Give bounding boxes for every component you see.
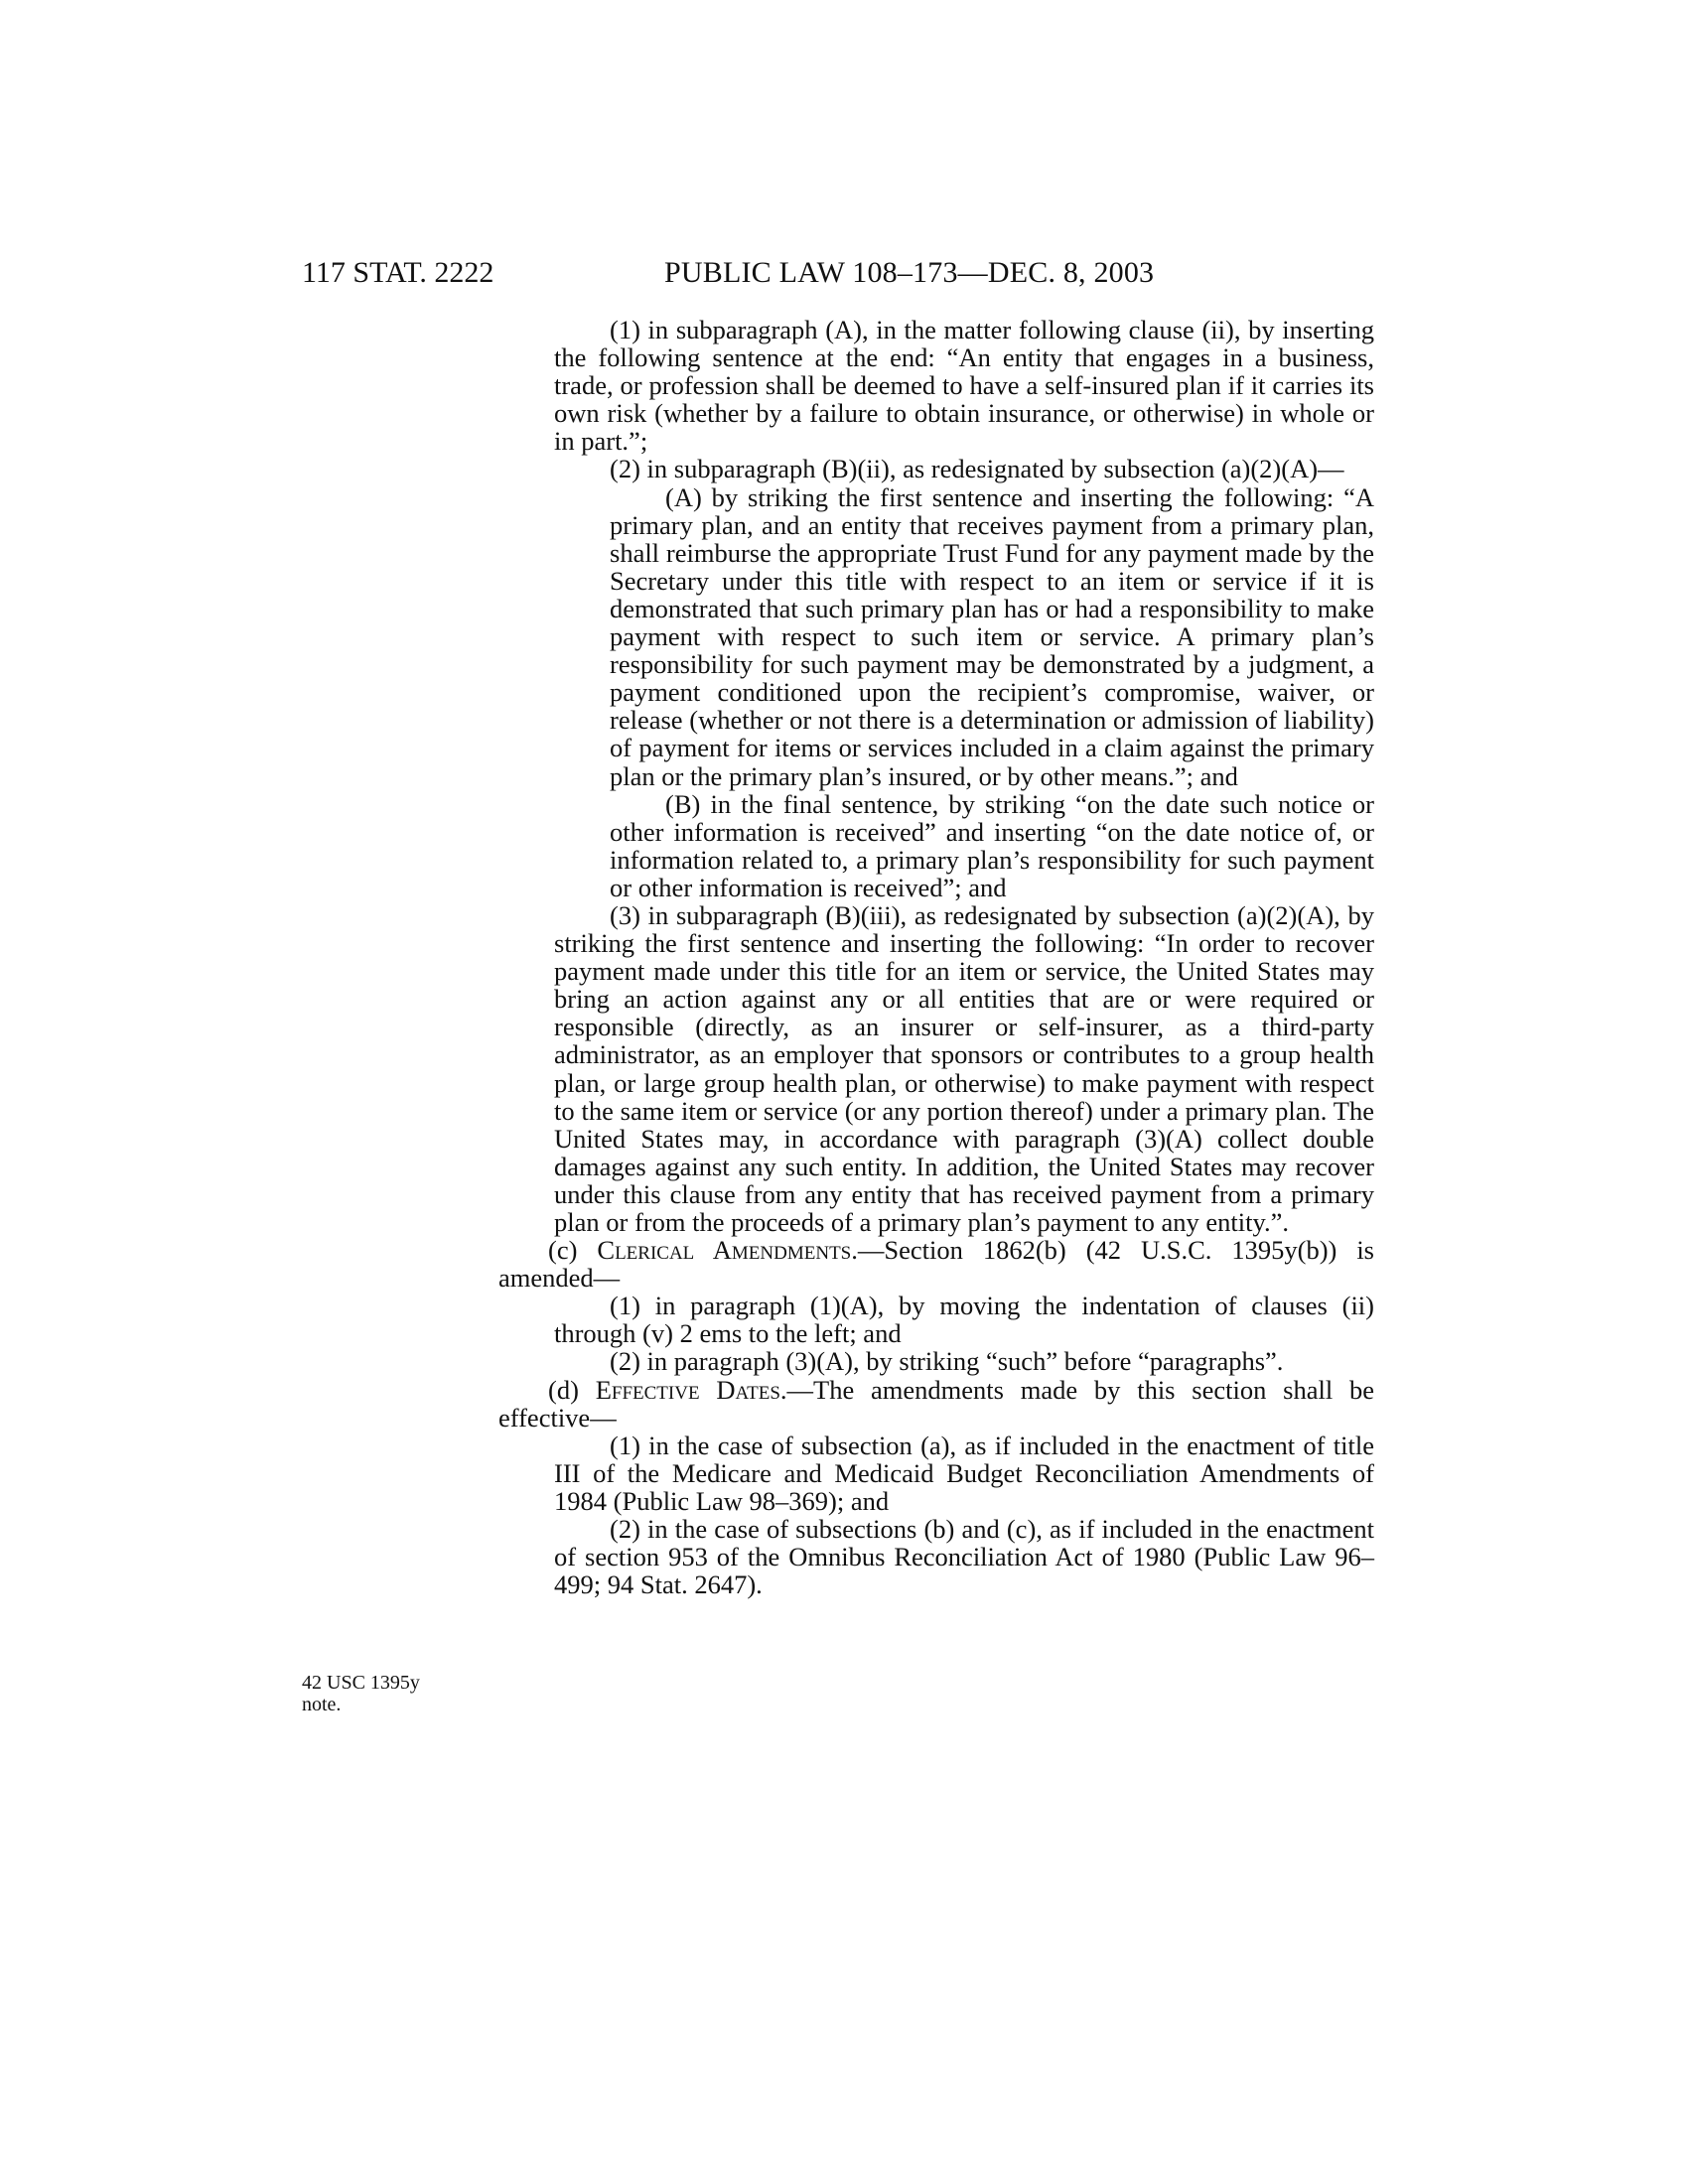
paragraph-1: (1) in subparagraph (A), in the matter following clause (ii), by inserting the following sentence at the end: “An entity that engages in a business, trade, or profession shall be deemed to have a self-insured plan if it carries its own risk (whether by a failure to obtain insurance, or otherwise) in whole or in part.”;	[554, 315, 1374, 457]
margin-note	[302, 1672, 451, 1715]
subsection-c-text: .—Section 1862(b) (42 U.S.C. 1395y(b)) is amended—	[498, 1235, 1374, 1294]
subsection-d-text: .—The amendments made by this section shall be effective—	[498, 1374, 1374, 1433]
subsection-c	[498, 1236, 1374, 1292]
page-header	[0, 256, 1688, 296]
paragraph-3: (3) in subparagraph (B)(iii), as redesignated by subsection (a)(2)(A), by striking the first sentence and inserting the following: “In order to recover payment made under this title for an item or service, the United States may bring an action against any or all entities that are or were required or responsible (directly, as an insurer or self-insurer, as a third-party administrator, as an employer that sponsors or contributes to a group health plan, or large group health plan, or otherwise) to make payment with respect to the same item or service (or any portion thereof) under a primary plan. The United States may, in accordance with paragraph (3)(A) collect double damages against any such entity. In addition, the United States may recover under this clause from any entity that has received payment from a primary plan or from the proceeds of a primary plan’s payment to any entity.”.	[554, 899, 1374, 1237]
margin-note-line: 42 USC 1395y	[302, 1672, 420, 1694]
subsection-d-1: (1) in the case of subsection (a), as if included in the enactment of title III of the Medicare and Medicaid Budget Reconciliation Amendments of 1984 (Public Law 98–369); and	[554, 1430, 1374, 1516]
statute-reference: 117 STAT. 2222	[302, 256, 494, 289]
law-title: PUBLIC LAW 108–173—DEC. 8, 2003	[664, 256, 1155, 289]
subsection-c-prefix: (c)	[548, 1235, 598, 1266]
paragraph-2-a: (A) by striking the first sentence and inserting the following: “A primary plan, and an entity that receives payment from a primary plan, shall reimburse the appropriate Trust Fund for any payment made by the Secretary under this title with respect to an item or service if it is demonstrated that such primary plan has or had a responsibility to make payment with respect to such item or service. A primary plan’s responsibility for such payment may be demonstrated by a judgment, a payment conditioned upon the recipient’s compromise, waiver, or release (whether or not there is a determination or admission of liability) of payment for items or services included in a claim against the primary plan or the primary plan’s insured, or by other means.”; and	[610, 481, 1374, 791]
subsection-d-prefix: (d)	[548, 1374, 596, 1405]
subsection-c-heading: Clerical Amendments	[597, 1235, 852, 1266]
paragraph-2-b: (B) in the final sentence, by striking “on the date such notice or other information is received” and inserting “on the date notice of, or information related to, a primary plan’s responsibility for such payment or other information is received”; and	[610, 788, 1374, 902]
subsection-d-heading: Effective Dates	[595, 1374, 780, 1405]
subsection-c-1: (1) in paragraph (1)(A), by moving the indentation of clauses (ii) through (v) 2 ems to the left; and	[554, 1291, 1374, 1349]
subsection-d	[498, 1376, 1374, 1432]
subsection-c-2: (2) in paragraph (3)(A), by striking “such” before “paragraphs”.	[610, 1346, 1284, 1377]
body-text	[498, 316, 1374, 1598]
margin-note-line: note.	[302, 1694, 342, 1715]
subsection-d-2: (2) in the case of subsections (b) and (c), as if included in the enactment of section 953 of the Omnibus Reconciliation Act of 1980 (Public Law 96–499; 94 Stat. 2647).	[554, 1514, 1374, 1600]
paragraph-2: (2) in subparagraph (B)(ii), as redesignated by subsection (a)(2)(A)—	[610, 454, 1344, 484]
